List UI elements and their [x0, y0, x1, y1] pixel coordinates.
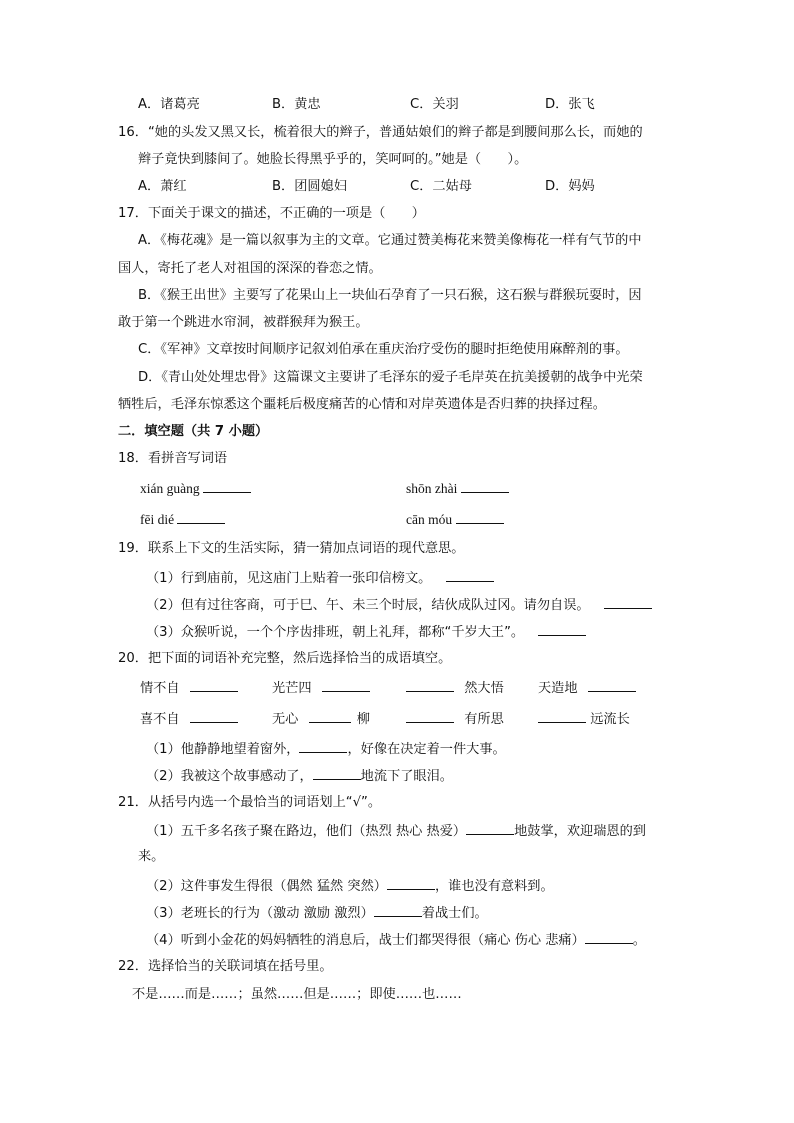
section-2-title: 二．填空题（共 7 小题） [118, 424, 269, 439]
q20-idiom-6 [272, 709, 370, 729]
q20-idiom-6-blank[interactable] [309, 709, 351, 723]
q16-option-a: A．萧红 [138, 179, 187, 194]
q21-item-4-text-a: （4）听到小金花的妈妈牺牲的消息后，战士们都哭得很（痛心 伤心 悲痛） [146, 933, 585, 948]
q19-blank-2[interactable] [604, 595, 652, 609]
q18-pinyin-2: shōn zhài [406, 481, 458, 496]
q20-idiom-8 [538, 709, 630, 729]
q20-idiom-4-blank[interactable] [588, 678, 636, 692]
q20-item-2-blank[interactable] [313, 766, 361, 780]
q21-item-2-text-a: （2）这件事发生得很（偶然 猛然 突然） [146, 879, 387, 894]
q16-option-c: C．二姑母 [410, 179, 472, 194]
q20-idiom-3-blank[interactable] [406, 678, 454, 692]
q20-idiom-5-blank[interactable] [190, 709, 238, 723]
q15-option-d: D．张飞 [545, 97, 595, 112]
q16-stem-line1: 16．“她的头发又黑又长，梳着很大的辫子，普通姑娘们的辫子都是到腰间那么长，而她的 [118, 125, 643, 140]
q20-idiom-1-text: 情不自 [140, 681, 180, 696]
q20-idiom-6-text-a: 无心 [272, 712, 299, 727]
q22-word-bank: 不是……而是……；虽然……但是……；即使……也…… [132, 987, 462, 1002]
q21-item-3-text-b: 着战士们。 [421, 906, 488, 921]
q21-item-1-text-a: （1）五千多名孩子聚在路边，他们（热烈 热心 热爱） [146, 824, 467, 839]
q17-option-c-line1: C．《军神》文章按时间顺序记叙刘伯承在重庆治疗受伤的腿时拒绝使用麻醉剂的事。 [138, 342, 629, 357]
q20-item-2 [146, 766, 453, 786]
q21-item-2-blank[interactable] [387, 876, 435, 890]
q19-blank-3[interactable] [538, 622, 586, 636]
q18-blank-2[interactable] [461, 479, 509, 493]
q21-item-1-blank[interactable] [466, 821, 514, 835]
q21-item-4-text-b: 。 [632, 933, 646, 948]
q20-idiom-3 [406, 678, 504, 698]
q21-item-3-blank[interactable] [374, 903, 422, 917]
q16-stem-line2: 辫子竟快到膝间了。她脸长得黑乎乎的，笑呵呵的。”她是（ ）。 [138, 152, 528, 167]
q18-pinyin-3: fēi dié [140, 512, 175, 527]
q20-idiom-2-text: 光芒四 [272, 681, 312, 696]
q21-item-1 [146, 821, 646, 841]
q18-pinyin-1: xián guàng [140, 481, 200, 496]
q19-item-1-text: （1）行到庙前，见这庙门上贴着一张印信榜文。 [146, 571, 432, 586]
q21-item-3 [146, 903, 488, 923]
q18-blank-1[interactable] [203, 479, 251, 493]
q20-idiom-4-text: 天造地 [538, 681, 578, 696]
q18-item-2 [406, 479, 509, 498]
q19-item-3-text: （3）众猴听说，一个个序齿排班，朝上礼拜，都称“千岁大王”。 [146, 625, 525, 640]
q17-option-a-line1: A．《梅花魂》是一篇以叙事为主的文章。它通过赞美梅花来赞美像梅花一样有气节的中 [138, 233, 642, 248]
q20-idiom-1 [140, 678, 238, 698]
q21-item-4 [146, 930, 646, 950]
q18-blank-3[interactable] [177, 510, 225, 524]
q20-item-2-text-a: （2）我被这个故事感动了， [146, 769, 313, 784]
q21-item-2-text-b: ，谁也没有意料到。 [434, 879, 554, 894]
q17-stem: 17．下面关于课文的描述，不正确的一项是（ ） [118, 206, 425, 221]
q20-idiom-8-blank[interactable] [538, 709, 586, 723]
q20-idiom-7 [406, 709, 504, 729]
q20-idiom-6-text-b: 柳 [356, 712, 370, 727]
q16-option-d: D．妈妈 [545, 179, 595, 194]
q18-blank-4[interactable] [456, 510, 504, 524]
q19-item-2-text: （2）但有过往客商，可于巳、午、未三个时辰，结伙成队过冈。请勿自误。 [146, 598, 590, 613]
q20-idiom-2-blank[interactable] [322, 678, 370, 692]
q20-idiom-5-text: 喜不自 [140, 712, 180, 727]
q15-option-b: B．黄忠 [272, 97, 321, 112]
q21-item-1-cont: 来。 [138, 849, 165, 864]
q18-item-1 [140, 479, 251, 498]
q19-stem: 19．联系上下文的生活实际，猜一猜加点词语的现代意思。 [118, 541, 465, 556]
q17-option-b-line2: 敢于第一个跳进水帘洞，被群猴拜为猴王。 [118, 315, 369, 330]
q20-idiom-1-blank[interactable] [190, 678, 238, 692]
q20-idiom-5 [140, 709, 238, 729]
q17-option-b-line1: B．《猴王出世》主要写了花果山上一块仙石孕育了一只石猴，这石猴与群猴玩耍时，因 [138, 288, 642, 303]
q18-item-3 [140, 510, 225, 529]
q22-stem: 22．选择恰当的关联词填在括号里。 [118, 959, 333, 974]
q19-item-3 [146, 622, 586, 642]
q17-option-a-line2: 国人，寄托了老人对祖国的深深的眷恋之情。 [118, 261, 382, 276]
q21-item-1-text-b: 地鼓掌，欢迎瑞恩的到 [514, 824, 646, 839]
q20-item-1-text-a: （1）他静静地望着窗外， [146, 742, 300, 757]
q20-idiom-3-text: 然大悟 [464, 681, 504, 696]
q20-idiom-2 [272, 678, 370, 698]
q18-item-4 [406, 510, 504, 529]
q21-stem: 21．从括号内选一个最恰当的词语划上“√”。 [118, 795, 382, 810]
q19-item-2 [146, 595, 652, 615]
q17-option-d-line1: D．《青山处处埋忠骨》这篇课文主要讲了毛泽东的爱子毛岸英在抗美援朝的战争中光荣 [138, 370, 643, 385]
q20-item-1-blank[interactable] [299, 739, 347, 753]
q20-stem: 20．把下面的词语补充完整，然后选择恰当的成语填空。 [118, 651, 452, 666]
q20-idiom-7-blank[interactable] [406, 709, 454, 723]
q16-option-b: B．团圆媳妇 [272, 179, 347, 194]
q17-option-d-line2: 牺牲后，毛泽东惊悉这个噩耗后极度痛苦的心情和对岸英遗体是否归葬的抉择过程。 [118, 397, 606, 412]
q20-item-1 [146, 739, 506, 759]
q20-item-1-text-b: ，好像在决定着一件大事。 [347, 742, 506, 757]
q20-idiom-4 [538, 678, 636, 698]
q15-option-c: C．关羽 [410, 97, 459, 112]
q21-item-3-text-a: （3）老班长的行为（激动 激励 激烈） [146, 906, 374, 921]
q20-idiom-8-text: 远流长 [590, 712, 630, 727]
q19-item-1 [146, 568, 494, 588]
q18-pinyin-4: cān móu [406, 512, 453, 527]
q21-item-2 [146, 876, 554, 896]
q20-item-2-text-b: 地流下了眼泪。 [360, 769, 453, 784]
q19-blank-1[interactable] [446, 568, 494, 582]
q21-item-4-blank[interactable] [585, 930, 633, 944]
q15-option-a: A．诸葛亮 [138, 97, 200, 112]
q20-idiom-7-text: 有所思 [464, 712, 504, 727]
q18-stem: 18．看拼音写词语 [118, 451, 228, 466]
